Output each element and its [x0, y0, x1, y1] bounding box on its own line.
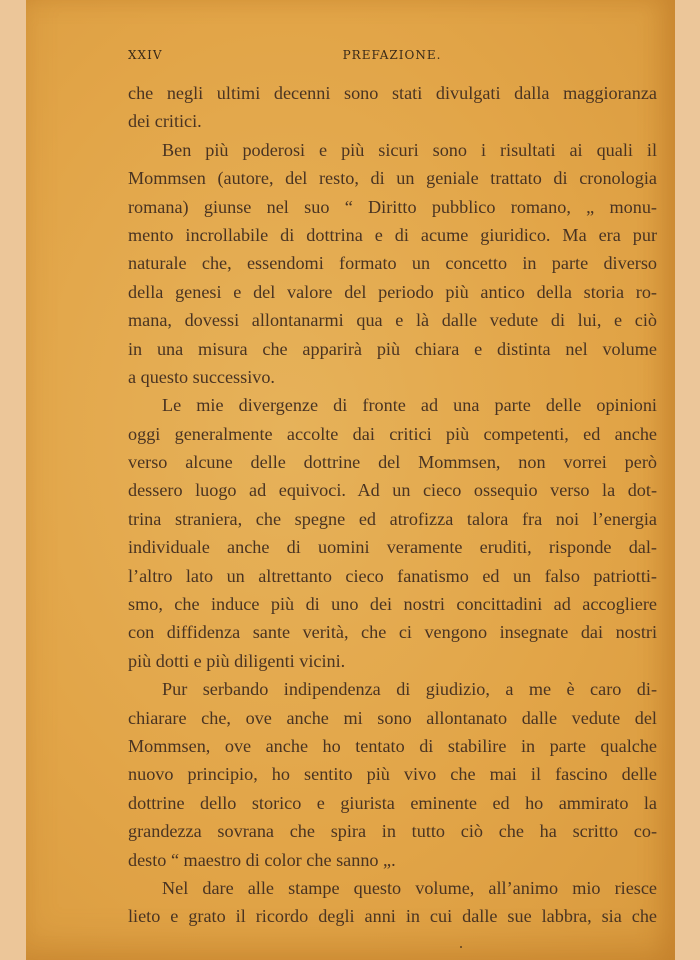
body-text: [128, 79, 657, 931]
text-line: Mommsen, ove anche ho tentato di stabilire in parte qualche: [128, 735, 657, 756]
text-line: desto “ maestro di color che sanno „.: [128, 849, 396, 870]
text-line: lieto e grato il ricordo degli anni in cui dalle sue labbra, sia che: [128, 906, 657, 927]
text-line: mento incrollabile di dottrina e di acume giuridico. Ma era pur: [128, 224, 657, 245]
text-line: della genesi e del valore del periodo più antico della storia ro-: [128, 281, 657, 302]
text-line: chiarare che, ove anche mi sono allontanato dalle vedute del: [128, 707, 657, 728]
text-line: naturale che, essendomi formato un concetto in parte diverso: [128, 253, 657, 274]
text-line: Le mie divergenze di fronte ad una parte delle opinioni: [162, 395, 657, 416]
text-line: in una misura che apparirà più chiara e distinta nel volume: [128, 338, 657, 359]
text-line: romana) giunse nel suo “ Diritto pubblico romano, „ monu-: [128, 196, 657, 217]
text-line: a questo successivo.: [128, 366, 275, 387]
text-line: oggi generalmente accolte dai critici più competenti, ed anche: [128, 423, 657, 444]
page-header: [128, 48, 656, 68]
text-line: verso alcune delle dottrine del Mommsen, non vorrei però: [128, 452, 657, 473]
text-line: più dotti e più diligenti vicini.: [128, 650, 346, 671]
text-line: nuovo principio, ho sentito più vivo che mai il fascino delle: [128, 764, 657, 785]
text-line: l’altro lato un altrettanto cieco fanatismo ed un falso patriotti-: [128, 565, 657, 586]
text-line: che negli ultimi decenni sono stati divulgati dalla maggioranza: [128, 83, 657, 103]
running-title: PREFAZIONE.: [342, 48, 442, 62]
book-page: [26, 0, 675, 960]
text-line: Nel dare alle stampe questo volume, all’animo mio riesce: [162, 877, 657, 898]
text-line: dessero luogo ad equivoci. Ad un cieco ossequio verso la dot-: [128, 480, 657, 501]
text-line: Ben più poderosi e più sicuri sono i risultati ai quali il: [162, 139, 657, 160]
text-line: individuale anche di uomini veramente eruditi, risponde dal-: [128, 537, 657, 558]
text-line: dei critici.: [128, 111, 202, 132]
text-line: mana, dovessi allontanarmi qua e là dalle vedute di lui, e ciò: [128, 310, 657, 331]
text-line: smo, che induce più di uno dei nostri concittadini ad accogliere: [128, 594, 657, 615]
text-line: grandezza sovrana che spira in tutto ciò che ha scritto co-: [128, 821, 657, 842]
page-speck: [460, 946, 462, 948]
text-line: Pur serbando indipendenza di giudizio, a me è caro di-: [162, 679, 657, 700]
text-line: Mommsen (autore, del resto, di un geniale trattato di cronologia: [128, 168, 657, 189]
text-line: dottrine dello storico e giurista eminente ed ho ammirato la: [128, 792, 657, 813]
page-number: XXIV: [128, 48, 163, 62]
text-line: con diffidenza sante verità, che ci vengono insegnate dai nostri: [128, 622, 657, 643]
text-line: trina straniera, che spegne ed atrofizza talora fra noi l’energia: [128, 508, 657, 529]
